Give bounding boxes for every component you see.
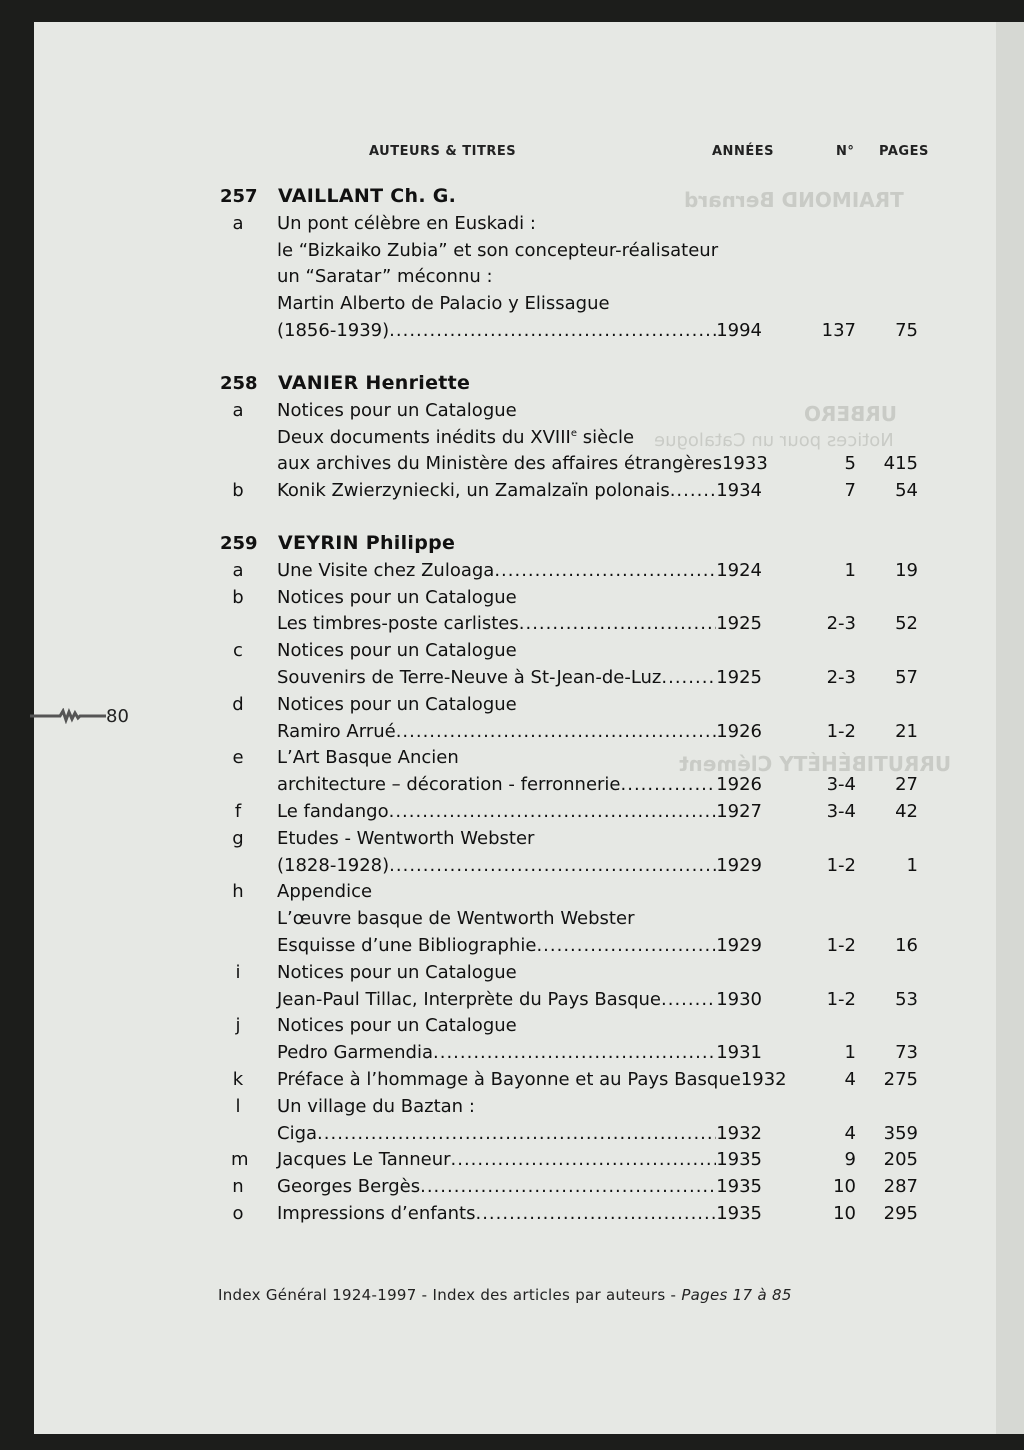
item-page: 52 [895,613,918,635]
header-number: N° [836,144,855,159]
item-issue-number: 10 [833,1176,856,1198]
item-page: 75 [895,320,918,341]
item-title-text: Une Visite chez Zuloaga [277,559,495,581]
item-title-text: (1828-1928) [277,854,390,876]
item-letter: a [232,399,244,421]
entry-author: VAILLANT Ch. G. [278,185,457,207]
item-year: 1931 [716,1042,762,1064]
item-title-line [277,962,517,983]
item-letter: m [231,1149,249,1171]
item-page: 53 [895,988,918,1010]
item-issue-number: 1 [844,559,856,581]
item-year: 1935 [716,1203,762,1224]
item-title-text: Souvenirs de Terre-Neuve à St-Jean-de-Luz [277,667,662,688]
item-title-text: Les timbres-poste carlistes [277,613,519,635]
item-title-text: siècle [576,426,635,448]
item-page: 415 [883,453,918,475]
item-year: 1930 [716,988,762,1010]
item-final-line [277,560,762,581]
dot-leader [621,774,717,795]
item-letter: g [232,827,244,849]
item-title-text: Notices pour un Catalogue [277,640,517,662]
dot-leader [451,1149,717,1170]
item-page: 54 [895,480,918,502]
item-year: 1927 [716,801,762,822]
item-issue-number: 7 [844,480,856,502]
item-letter: o [232,1203,244,1224]
page-footer [218,1286,792,1304]
item-final-line [277,613,762,634]
item-page: 73 [895,1042,918,1064]
item-title-line [277,1015,517,1036]
item-issue-number: 3-4 [826,774,856,796]
item-issue-number: 2-3 [826,613,856,635]
item-issue-number: 2-3 [826,667,856,688]
item-title-text: Georges Bergès [277,1176,421,1198]
item-title-line [277,587,517,608]
item-title-line [277,266,493,287]
item-year: 1929 [716,854,762,876]
item-year: 1932 [740,1069,787,1090]
item-letter: d [232,693,244,715]
item-title-text: Jacques Le Tanneur [277,1149,451,1171]
item-title-text: Notices pour un Catalogue [277,399,517,421]
item-page: 275 [883,1069,918,1090]
item-issue-number: 1-2 [826,935,856,956]
dot-leader [389,320,716,341]
item-final-line [277,989,762,1010]
dot-leader [389,855,716,876]
item-title-text: Ramiro Arrué [277,720,396,742]
item-issue-number: 10 [833,1203,856,1224]
entry-number: 258 [220,373,258,394]
item-page: 1 [906,854,918,876]
item-issue-number: 1-2 [826,720,856,742]
item-title-text: Ciga [277,1122,318,1144]
next-page-edge [996,22,1024,1434]
item-year: 1926 [716,774,762,796]
item-issue-number: 5 [844,453,856,475]
item-letter: b [232,586,244,608]
item-title-text: Impressions d’enfants [277,1203,476,1224]
entry-number: 257 [220,186,258,207]
item-issue-number: 3-4 [826,801,856,822]
item-year: 1925 [716,613,762,635]
dot-leader [420,1176,716,1197]
item-letter: h [232,881,244,903]
dot-leader [475,1203,716,1224]
ghost-text: Notices pour un Catalogue [654,430,894,451]
header-pages: PAGES [879,144,929,159]
item-title-text: un “Saratar” méconnu : [277,266,493,288]
item-final-line [277,855,762,876]
item-title-line [277,240,718,261]
item-page: 287 [883,1176,918,1198]
dot-leader [519,613,716,634]
item-final-line [277,774,762,795]
item-letter: n [232,1176,244,1198]
item-page: 42 [895,801,918,822]
item-title-text: Notices pour un Catalogue [277,586,517,608]
item-final-line [277,1069,787,1090]
item-title-line [277,881,372,902]
item-year: 1935 [716,1149,762,1171]
item-title-text: Notices pour un Catalogue [277,693,517,715]
dot-leader [536,935,716,956]
item-page: 21 [895,720,918,742]
entry-number: 259 [220,533,258,554]
item-title-text: Appendice [277,881,373,903]
item-final-line [277,1123,762,1144]
item-year: 1933 [721,453,768,475]
item-title-line [277,293,610,314]
item-year: 1994 [716,320,762,341]
item-title-text: architecture – décoration - ferronnerie [277,774,621,796]
item-issue-number: 1 [844,1042,856,1064]
item-title-text: Martin Alberto de Palacio y Elissague [277,293,610,315]
header-authors-titles: AUTEURS & TITRES [369,144,517,159]
item-title-line [277,400,517,421]
item-page: 205 [883,1149,918,1171]
item-final-line [277,1203,762,1224]
item-issue-number: 1-2 [826,854,856,876]
item-title-text: le “Bizkaiko Zubia” et son concepteur-réalisateur [277,239,719,261]
item-title-line [277,694,517,715]
item-title-line [277,640,517,661]
item-title-text: L’Art Basque Ancien [277,747,459,769]
item-title-text: Le fandango [277,801,389,822]
item-year: 1935 [716,1176,762,1198]
item-title-line [277,908,634,929]
item-final-line [277,721,762,742]
item-final-line [277,667,762,688]
item-page: 19 [895,559,918,581]
item-title-text: Un village du Baztan : [277,1095,475,1117]
item-year: 1924 [716,559,762,581]
item-final-line [277,1149,762,1170]
item-title-text: Deux documents inédits du XVIII [277,426,571,448]
ghost-text: URBERO [804,402,897,426]
item-letter: a [232,212,244,234]
page-number: 80 [106,706,129,727]
item-letter: c [233,640,243,662]
item-issue-number: 4 [844,1122,856,1144]
item-letter: l [235,1095,241,1117]
item-letter: e [232,747,244,769]
item-year: 1929 [716,935,762,956]
item-title-text: Notices pour un Catalogue [277,961,517,983]
item-letter: k [232,1069,244,1090]
item-page: 27 [895,774,918,796]
item-title-text: L’œuvre basque de Wentworth Webster [277,908,635,930]
ghost-text: TRAIMOND Bernard [684,188,904,212]
item-final-line [277,1042,762,1063]
dot-leader [317,1123,716,1144]
item-year: 1925 [716,667,762,688]
dot-leader [670,480,716,501]
item-title-text: Konik Zwierzyniecki, un Zamalzaïn polonais [277,480,670,502]
item-letter: a [232,559,244,581]
dot-leader [661,989,716,1010]
item-final-line [277,320,762,341]
item-title-line [277,213,536,234]
item-letter: f [234,801,242,822]
dot-leader [494,560,716,581]
item-issue-number: 9 [844,1149,856,1171]
item-page: 359 [883,1122,918,1144]
item-title-text: Pedro Garmendia [277,1042,433,1064]
item-final-line [277,935,762,956]
footer-articles: Index des articles par auteurs [432,1286,666,1304]
item-title-line [277,427,634,448]
item-title-text: Préface à l’hommage à Bayonne et au Pays Basque [277,1069,741,1090]
dot-leader [389,801,717,822]
item-letter: j [235,1015,241,1037]
item-title-line [277,747,459,768]
item-title-text: Etudes - Wentworth Webster [277,827,535,849]
header-years: ANNÉES [712,144,774,159]
item-title-text: Notices pour un Catalogue [277,1015,517,1037]
item-year: 1932 [716,1122,762,1144]
footer-separator: - [665,1286,682,1304]
item-title-text: Un pont célèbre en Euskadi : [277,212,536,234]
item-final-line [277,453,768,475]
item-letter: b [232,480,244,502]
footer-separator: - [416,1286,433,1304]
item-title-line [277,1096,475,1117]
item-title-line [277,828,534,849]
superscript: e [570,427,577,439]
item-page: 16 [895,935,918,956]
entry-author: VANIER Henriette [278,372,471,394]
item-final-line [277,801,762,822]
dot-leader [433,1042,716,1063]
footer-pages: Pages 17 à 85 [681,1286,792,1304]
item-year: 1926 [716,720,762,742]
item-issue-number: 1-2 [826,988,856,1010]
item-letter: i [235,961,241,983]
item-page: 295 [883,1203,918,1224]
item-issue-number: 4 [844,1069,856,1090]
item-page: 57 [895,667,918,688]
item-issue-number: 137 [821,320,856,341]
item-title-text: aux archives du Ministère des affaires étrangères [277,453,722,475]
item-title-text: Esquisse d’une Bibliographie [277,935,537,956]
item-title-text: Jean-Paul Tillac, Interprète du Pays Basque [277,988,661,1010]
entry-author: VEYRIN Philippe [278,532,456,554]
item-final-line [277,480,762,501]
item-title-text: (1856-1939) [277,320,390,341]
footer-index: Index Général 1924-1997 [218,1286,417,1304]
page-marker-icon [30,708,106,724]
item-final-line [277,1176,762,1197]
item-year: 1934 [716,480,762,502]
ghost-text: URRUTIBÉHÉTY Clément [679,752,952,776]
dot-leader [661,667,716,688]
dot-leader [396,721,716,742]
